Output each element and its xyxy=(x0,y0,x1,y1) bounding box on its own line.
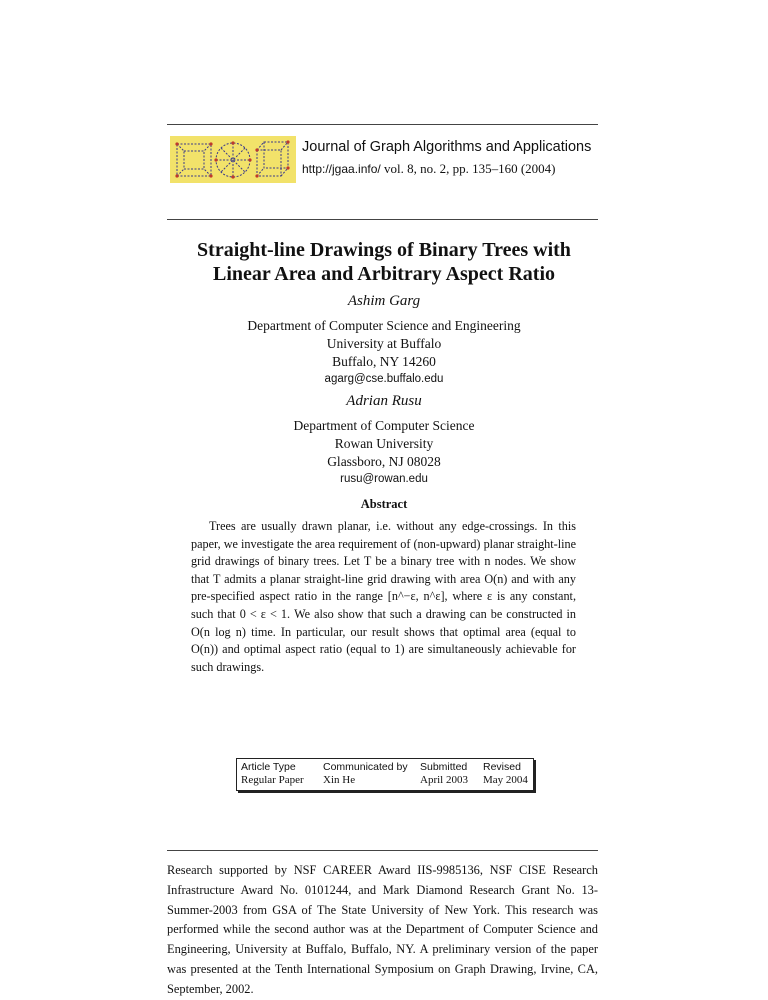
communicated-by-field xyxy=(323,761,408,787)
header-top-rule xyxy=(167,124,598,125)
submitted-field xyxy=(420,761,468,787)
revised-value: May 2004 xyxy=(483,774,528,786)
author-1-affiliation xyxy=(100,317,668,371)
author-1-dept: Department of Computer Science and Engineering xyxy=(247,318,521,333)
author-2-city: Glassboro, NJ 08028 xyxy=(327,454,441,469)
journal-logo xyxy=(170,136,296,183)
author-1-name: Ashim Garg xyxy=(347,293,421,309)
revised-label: Revised xyxy=(483,761,521,773)
footnote-text: Research supported by NSF CAREER Award IIS-9985136, NSF CISE Research Infrastructure Award No. 0101244, and Mark Diamond Research Grant No. 13-Summer-2003 from GSA of The State University of New York. This research was performed while the second author was at the Department of Computer Science and Engineering, University at Buffalo, Buffalo, NY. A preliminary version of the paper was presented at the Tenth International Symposium on Graph Drawing, Irvine, CA, September, 2002. xyxy=(167,863,598,996)
communicated-by-value: Xin He xyxy=(323,774,356,786)
author-1-univ: University at Buffalo xyxy=(326,336,442,351)
header-bottom-rule xyxy=(167,219,598,220)
author-2-name: Adrian Rusu xyxy=(346,393,422,409)
article-info-box xyxy=(236,758,534,791)
journal-info xyxy=(302,161,556,177)
abstract-text: Trees are usually drawn planar, i.e. without any edge-crossings. In this paper, we investigate the area requirement of (non-upward) planar straight-line grid drawings of binary trees. Let T be a binary tree with n nodes. We show that T admits a planar straight-line grid drawing with area O(n) and with any pre-specified aspect ratio in the range [n^−ε, n^ε], where ε is any constant, such that 0 < ε < 1. We also show that such a drawing can be constructed in O(n log n) time. In particular, our result shows that optimal area (equal to O(n)) and optimal aspect ratio (equal to 1) are simultaneously achievable for such drawings. xyxy=(191,519,576,674)
journal-citation: vol. 8, no. 2, pp. 135–160 (2004) xyxy=(383,161,556,176)
revised-field xyxy=(483,761,528,787)
title-line-2: Linear Area and Arbitrary Aspect Ratio xyxy=(212,263,556,285)
submitted-label: Submitted xyxy=(420,761,468,773)
submitted-value: April 2003 xyxy=(420,774,468,786)
graph-logo-icon xyxy=(170,136,296,183)
author-2-dept: Department of Computer Science xyxy=(293,418,475,433)
article-type-value: Regular Paper xyxy=(241,774,304,786)
communicated-by-label: Communicated by xyxy=(323,761,408,773)
author-2-affiliation xyxy=(100,417,668,471)
title-line-1: Straight-line Drawings of Binary Trees with xyxy=(197,239,571,261)
abstract-heading: Abstract xyxy=(360,497,408,511)
journal-name: Journal of Graph Algorithms and Applications xyxy=(302,139,592,155)
article-type-label: Article Type xyxy=(241,761,296,773)
footnote-rule xyxy=(167,850,598,851)
author-1-email[interactable]: agarg@cse.buffalo.edu xyxy=(324,373,444,385)
journal-url[interactable]: http://jgaa.info/ xyxy=(302,162,381,176)
author-2-univ: Rowan University xyxy=(334,436,434,451)
article-type-field xyxy=(241,761,304,787)
author-2-email[interactable]: rusu@rowan.edu xyxy=(340,473,428,485)
paper-title xyxy=(100,238,668,286)
author-1-city: Buffalo, NY 14260 xyxy=(332,354,436,369)
